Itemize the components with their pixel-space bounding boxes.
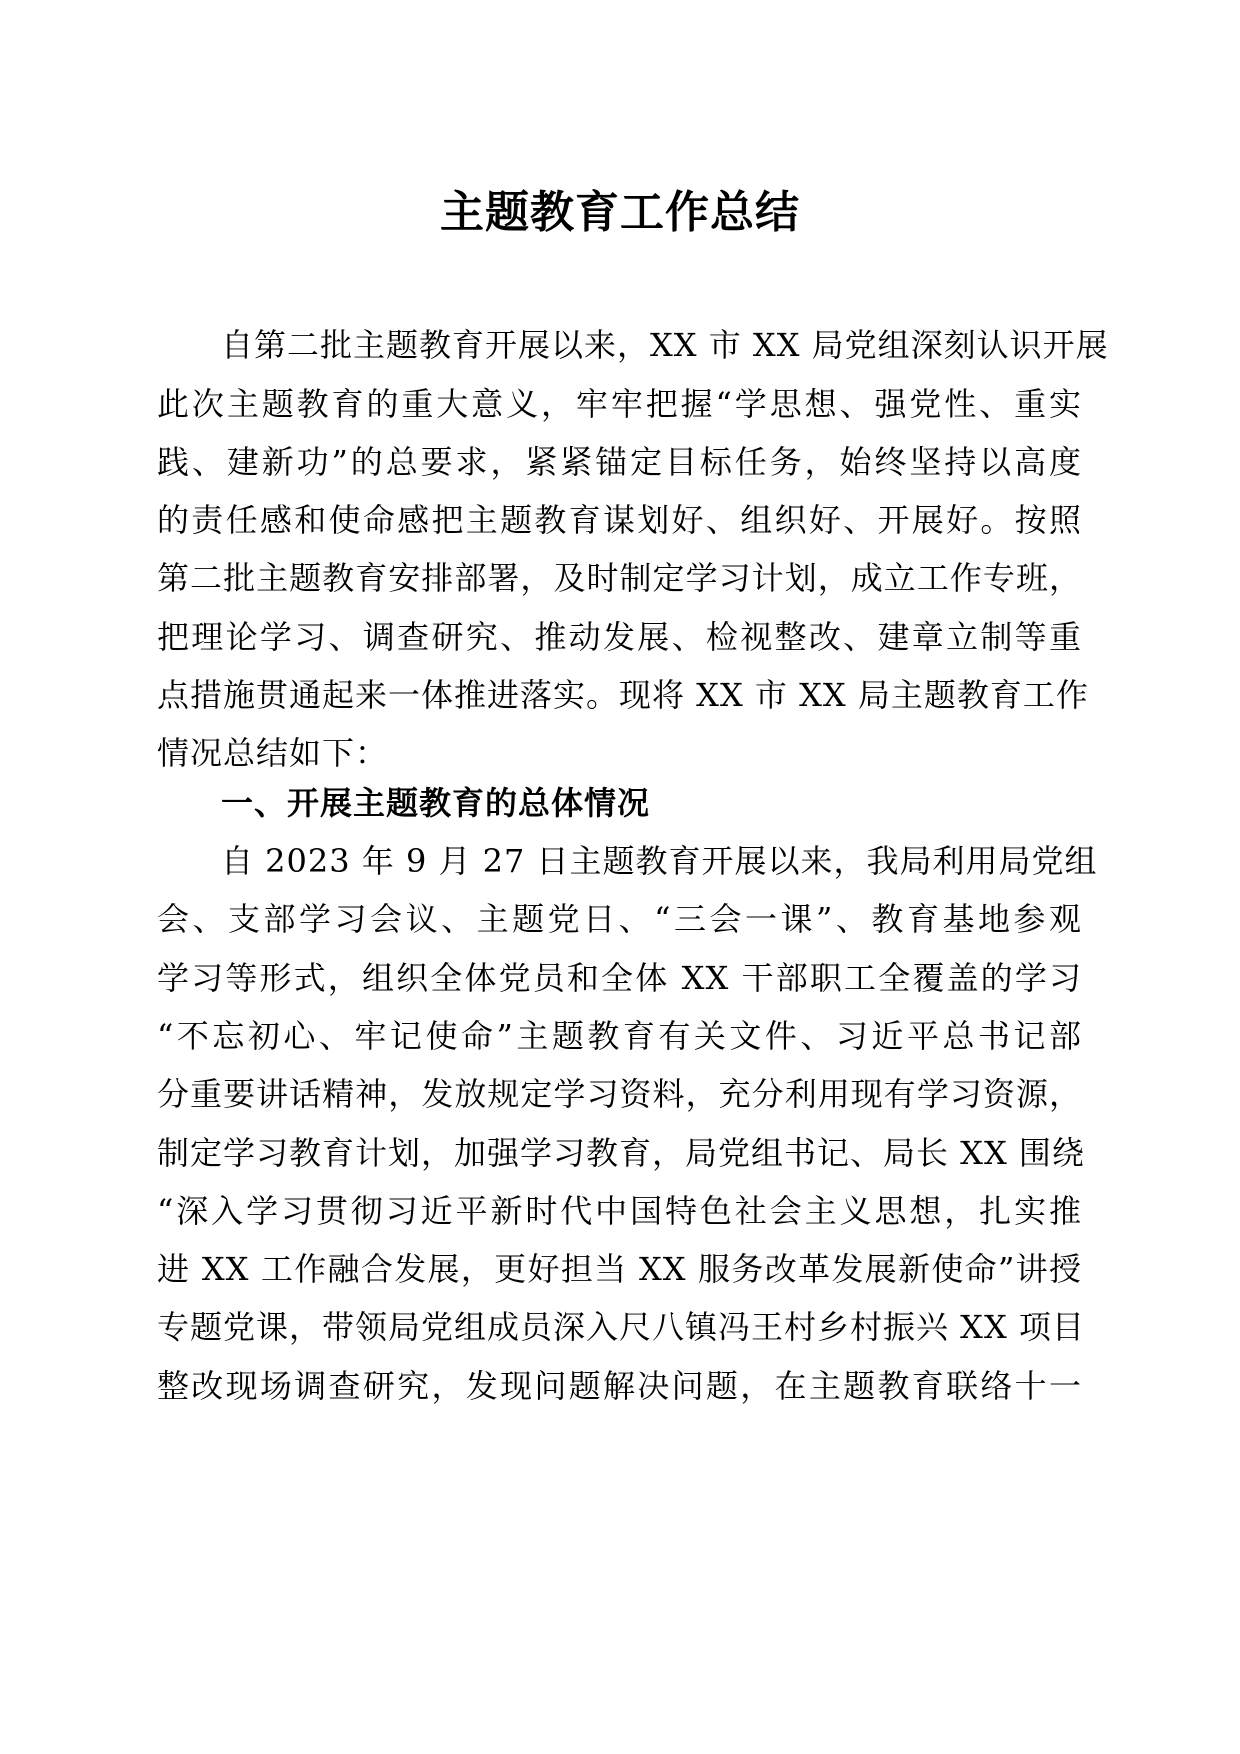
section-line-3: 学习等形式，组织全体党员和全体 XX 干部职工全覆盖的学习 bbox=[157, 959, 1082, 997]
section-line-5: 分重要讲话精神，发放规定学习资料，充分利用现有学习资源， bbox=[157, 1075, 1082, 1113]
intro-line-5: 第二批主题教育安排部署，及时制定学习计划，成立工作专班， bbox=[157, 559, 1082, 597]
section-line-2: 会、支部学习会议、主题党日、“三会一课”、教育基地参观 bbox=[157, 900, 1082, 938]
section-line-10: 整改现场调查研究，发现问题解决问题，在主题教育联络十一 bbox=[157, 1367, 1082, 1405]
intro-line-7: 点措施贯通起来一体推进落实。现将 XX 市 XX 局主题教育工作 bbox=[157, 676, 1089, 714]
section-line-6: 制定学习教育计划，加强学习教育，局党组书记、局长 XX 围绕 bbox=[157, 1134, 1085, 1172]
document-title: 主题教育工作总结 bbox=[440, 187, 800, 238]
intro-line-4: 的责任感和使命感把主题教育谋划好、组织好、开展好。按照 bbox=[157, 501, 1082, 539]
intro-line-6: 把理论学习、调查研究、推动发展、检视整改、建章立制等重 bbox=[157, 618, 1082, 656]
intro-line-2: 此次主题教育的重大意义，牢牢把握“学思想、强党性、重实 bbox=[157, 385, 1082, 423]
section-line-1: 自 2023 年 9 月 27 日主题教育开展以来，我局利用局党组 bbox=[221, 842, 1098, 880]
section-heading: 一、开展主题教育的总体情况 bbox=[221, 784, 651, 822]
section-line-4: “不忘初心、牢记使命”主题教育有关文件、习近平总书记部 bbox=[157, 1017, 1082, 1055]
section-line-9: 专题党课，带领局党组成员深入尺八镇冯王村乡村振兴 XX 项目 bbox=[157, 1308, 1085, 1346]
section-line-8: 进 XX 工作融合发展，更好担当 XX 服务改革发展新使命”讲授 bbox=[157, 1250, 1082, 1288]
intro-line-1: 自第二批主题教育开展以来，XX 市 XX 局党组深刻认识开展 bbox=[221, 326, 1109, 364]
intro-line-8: 情况总结如下： bbox=[157, 734, 389, 772]
section-line-7: “深入学习贯彻习近平新时代中国特色社会主义思想，扎实推 bbox=[157, 1192, 1082, 1230]
intro-line-3: 践、建新功”的总要求，紧紧锚定目标任务，始终坚持以高度 bbox=[157, 443, 1082, 481]
